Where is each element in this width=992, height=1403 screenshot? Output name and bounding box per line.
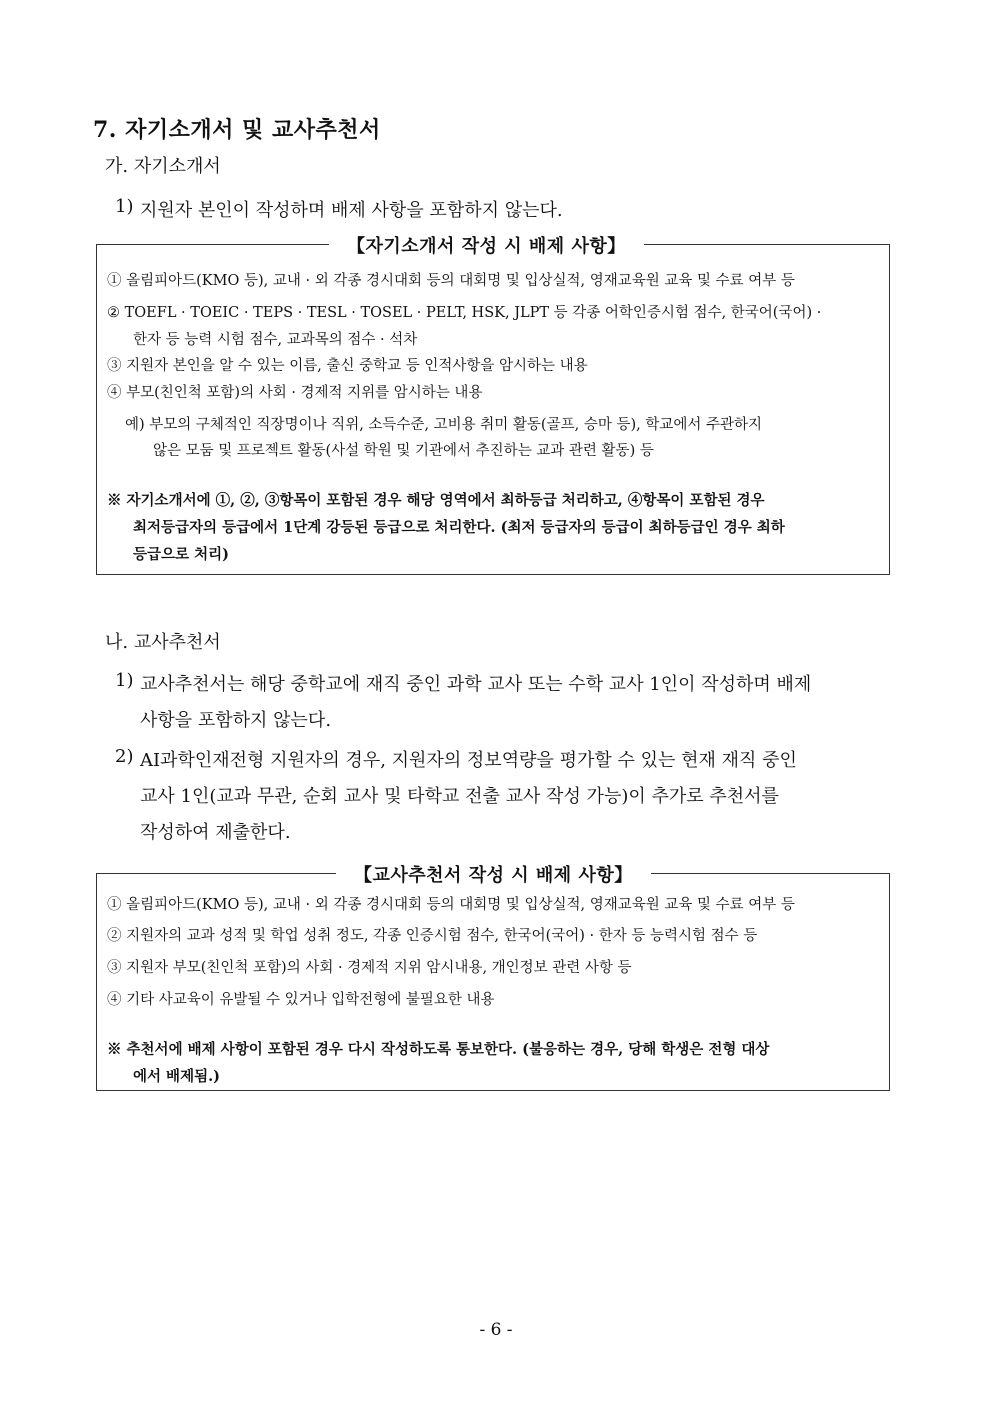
teacher-rec-heading: 나. 교사추천서 — [105, 632, 221, 653]
exclusion-line: 한자 등 능력 시험 점수, 교과목의 점수 · 석차 — [133, 332, 418, 348]
item-text: 교사추천서는 해당 중학교에 재직 중인 과학 교사 또는 수학 교사 1인이 작성하며 배제 — [140, 674, 812, 695]
teacher-rec-item-1-cont: 사항을 포함하지 않는다. — [140, 710, 332, 731]
teacher-rec-box-title: 【교사추천서 작성 시 배제 사항】 — [336, 861, 651, 887]
exclusion-line: ① 올림피아드(KMO 등), 교내 · 외 각종 경시대회 등의 대회명 및 입상실적, 영재교육원 교육 및 수료 여부 등 — [107, 897, 795, 913]
item-number: 1) — [115, 670, 134, 691]
exclusion-note: ※ 추천서에 배제 사항이 포함된 경우 다시 작성하도록 통보한다. (불응하는 경우, 당해 학생은 전형 대상 — [107, 1041, 770, 1058]
exclusion-example: 않은 모둠 및 프로젝트 활동(사설 학원 및 기관에서 추진하는 교과 관련 활동) 등 — [153, 443, 654, 459]
exclusion-note: 등급으로 처리) — [133, 546, 229, 563]
exclusion-note: ※ 자기소개서에 ①, ②, ③항목이 포함된 경우 해당 영역에서 최하등급 처리하고, ④항목이 포함된 경우 — [107, 492, 765, 509]
self-intro-heading: 가. 자기소개서 — [105, 156, 221, 177]
item-text: AI과학인재전형 지원자의 경우, 지원자의 정보역량을 평가할 수 있는 현재 재직 중인 — [140, 750, 797, 771]
exclusion-line: ④ 기타 사교육이 유발될 수 있거나 입학전형에 불필요한 내용 — [107, 992, 495, 1008]
section-title: 7. 자기소개서 및 교사추천서 — [93, 117, 381, 143]
teacher-rec-item-2-cont: 교사 1인(교과 무관, 순회 교사 및 타학교 전출 교사 작성 가능)이 추가로 추천서를 — [140, 786, 779, 807]
exclusion-example: 예) 부모의 구체적인 직장명이나 직위, 소득수준, 고비용 취미 활동(골프, 승마 등), 학교에서 주관하지 — [125, 417, 762, 433]
item-number: 1) — [115, 196, 134, 217]
exclusion-note: 에서 배제됨.) — [133, 1068, 220, 1085]
exclusion-line: ④ 부모(친인척 포함)의 사회 · 경제적 지위를 암시하는 내용 — [107, 385, 483, 401]
exclusion-note: 최저등급자의 등급에서 1단계 강등된 등급으로 처리한다. (최저 등급자의 등급이 최하등급인 경우 최하 — [133, 519, 785, 536]
page-number: - 6 - — [479, 1320, 513, 1340]
self-intro-box-title: 【자기소개서 작성 시 배제 사항】 — [329, 232, 644, 258]
item-text: 지원자 본인이 작성하며 배제 사항을 포함하지 않는다. — [140, 200, 563, 221]
exclusion-line: ② TOEFL · TOEIC · TEPS · TESL · TOSEL · PELT, HSK, JLPT 등 각종 어학인증시험 점수, 한국어(국어) · — [107, 305, 822, 321]
teacher-rec-item-2-cont: 작성하여 제출한다. — [140, 822, 291, 843]
exclusion-line: ③ 지원자 본인을 알 수 있는 이름, 출신 중학교 등 인적사항을 암시하는 내용 — [107, 358, 588, 374]
exclusion-line: ① 올림피아드(KMO 등), 교내 · 외 각종 경시대회 등의 대회명 및 입상실적, 영재교육원 교육 및 수료 여부 등 — [107, 273, 795, 289]
exclusion-line: ② 지원자의 교과 성적 및 학업 성취 정도, 각종 인증시험 점수, 한국어(국어) · 한자 등 능력시험 점수 등 — [107, 928, 758, 944]
item-number: 2) — [115, 746, 134, 767]
exclusion-line: ③ 지원자 부모(친인척 포함)의 사회 · 경제적 지위 암시내용, 개인정보 관련 사항 등 — [107, 960, 632, 976]
